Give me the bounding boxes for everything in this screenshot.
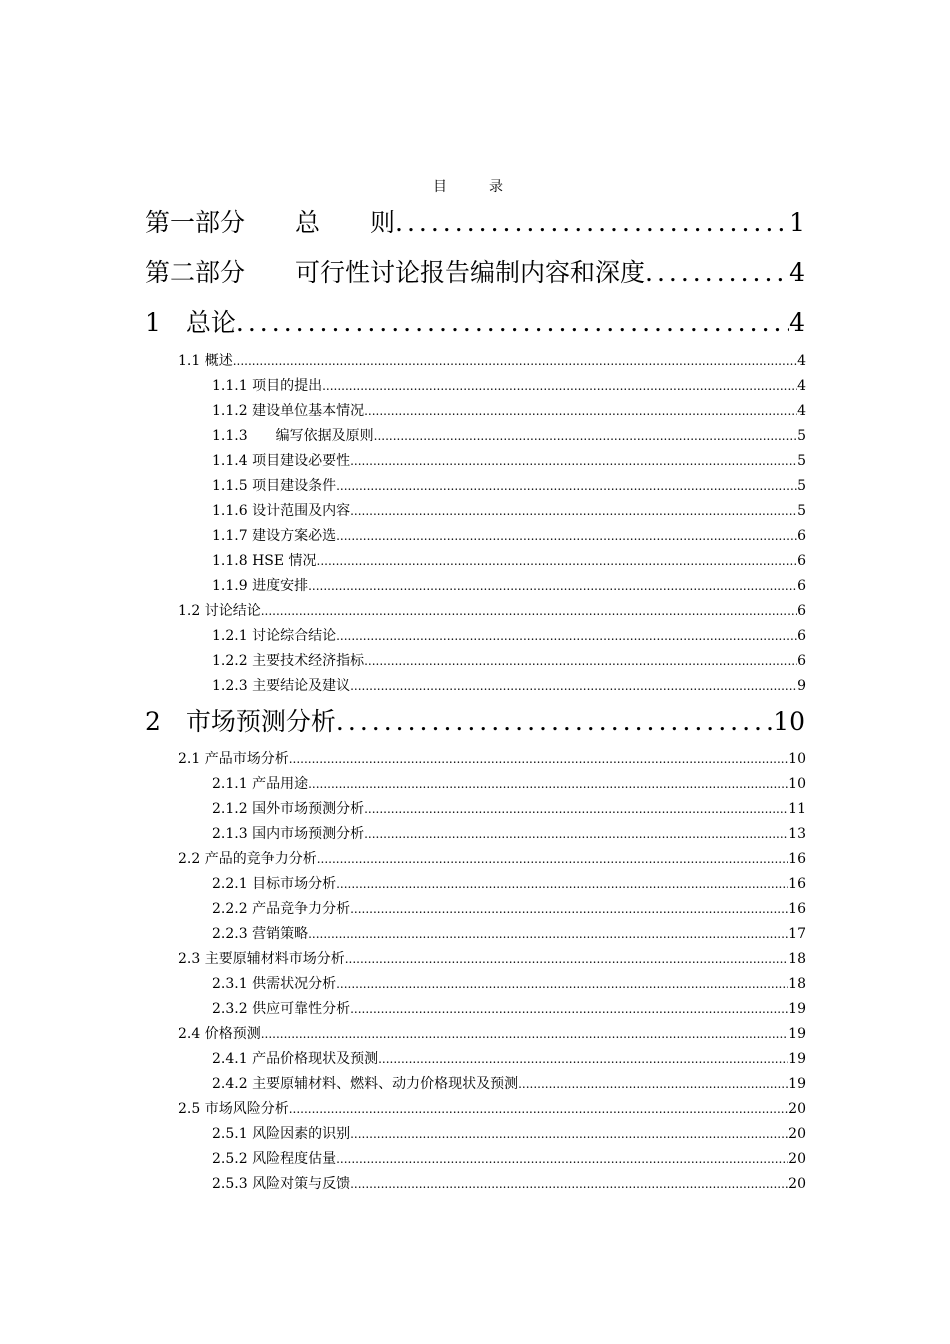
toc-entry-label: 2.4.1 产品价格现状及预测 bbox=[212, 1051, 379, 1067]
toc-entry-label: 2.3.1 供需状况分析 bbox=[212, 976, 337, 992]
toc-dot-leader bbox=[336, 625, 797, 647]
toc-dot-leader bbox=[350, 500, 797, 522]
toc-entry[interactable] bbox=[178, 600, 806, 622]
toc-entry[interactable] bbox=[212, 1148, 806, 1170]
toc-entry[interactable] bbox=[178, 1098, 806, 1120]
toc-page-number: 18 bbox=[788, 951, 806, 967]
toc-entry-label: 第二部分 可行性讨论报告编制内容和深度 bbox=[145, 258, 646, 287]
toc-entry[interactable] bbox=[212, 873, 806, 895]
toc-dot-leader bbox=[350, 898, 788, 920]
toc-page-number: 4 bbox=[797, 403, 806, 419]
toc-entry[interactable] bbox=[212, 475, 806, 497]
toc-entry[interactable] bbox=[212, 1073, 806, 1095]
toc-entry[interactable] bbox=[212, 625, 806, 647]
toc-entry[interactable] bbox=[212, 1048, 806, 1070]
toc-entry-label: 2.2 产品的竞争力分析 bbox=[178, 851, 317, 867]
toc-entry-label: 2 市场预测分析 bbox=[145, 707, 336, 736]
toc-page-number: 19 bbox=[788, 1026, 806, 1042]
toc-dot-leader bbox=[364, 400, 797, 422]
toc-entry[interactable] bbox=[212, 773, 806, 795]
toc-entry[interactable] bbox=[178, 350, 806, 372]
toc-dot-leader bbox=[336, 525, 797, 547]
toc-entry-label: 1.1.4 项目建设必要性 bbox=[212, 453, 351, 469]
toc-page-number: 5 bbox=[797, 503, 806, 519]
toc-page-number: 4 bbox=[789, 308, 805, 337]
toc-page-number: 13 bbox=[788, 826, 806, 842]
toc-entry[interactable] bbox=[212, 798, 806, 820]
toc-dot-leader bbox=[336, 973, 788, 995]
toc-entry-label: 2.2.1 目标市场分析 bbox=[212, 876, 337, 892]
toc-dot-leader bbox=[308, 923, 788, 945]
toc-entry[interactable] bbox=[178, 748, 806, 770]
toc-entry[interactable] bbox=[178, 848, 806, 870]
toc-entry[interactable] bbox=[212, 823, 806, 845]
toc-entry-label: 2.5.1 风险因素的识别 bbox=[212, 1126, 351, 1142]
toc-entry[interactable] bbox=[212, 575, 806, 597]
toc-entry[interactable] bbox=[178, 948, 806, 970]
toc-entry[interactable] bbox=[212, 998, 806, 1020]
toc-entry-label: 2.5.2 风险程度估量 bbox=[212, 1151, 337, 1167]
toc-entry-label: 1.1.7 建设方案必选 bbox=[212, 528, 337, 544]
toc-dot-leader bbox=[350, 1123, 788, 1145]
toc-entry[interactable] bbox=[145, 702, 805, 742]
toc-dot-leader bbox=[261, 600, 797, 622]
toc-entry-label: 2.1 产品市场分析 bbox=[178, 751, 289, 767]
toc-dot-leader bbox=[336, 1148, 788, 1170]
toc-entry[interactable] bbox=[212, 973, 806, 995]
toc-entry-label: 2.1.1 产品用途 bbox=[212, 776, 309, 792]
toc-page-number: 18 bbox=[788, 976, 806, 992]
toc-page-number: 11 bbox=[788, 801, 806, 817]
toc-dot-leader bbox=[289, 1098, 788, 1120]
toc-entry-label: 2.2.2 产品竞争力分析 bbox=[212, 901, 351, 917]
toc-dot-leader bbox=[350, 1173, 788, 1195]
toc-dot-leader bbox=[645, 253, 789, 293]
toc-entry[interactable] bbox=[212, 550, 806, 572]
toc-page-number: 6 bbox=[797, 653, 806, 669]
toc-page-number: 16 bbox=[788, 876, 806, 892]
toc-entry[interactable] bbox=[212, 400, 806, 422]
toc-page-number: 16 bbox=[788, 901, 806, 917]
toc-entry-label: 2.1.2 国外市场预测分析 bbox=[212, 801, 365, 817]
toc-dot-leader bbox=[261, 1023, 788, 1045]
toc-entry-label: 1.2.3 主要结论及建议 bbox=[212, 678, 351, 694]
toc-dot-leader bbox=[518, 1073, 788, 1095]
toc-dot-leader bbox=[322, 375, 797, 397]
toc-dot-leader bbox=[364, 823, 788, 845]
toc-entry-label: 2.2.3 营销策略 bbox=[212, 926, 309, 942]
toc-entry[interactable] bbox=[212, 1123, 806, 1145]
toc-page-number: 4 bbox=[797, 353, 806, 369]
toc-entry-label: 1.1 概述 bbox=[178, 353, 233, 369]
toc-dot-leader bbox=[233, 350, 797, 372]
toc-entry-label: 1.1.8 HSE 情况 bbox=[212, 553, 317, 569]
toc-entry[interactable] bbox=[212, 525, 806, 547]
toc-page-number: 16 bbox=[788, 851, 806, 867]
toc-page-number: 5 bbox=[797, 478, 806, 494]
toc-page-number: 20 bbox=[788, 1151, 806, 1167]
toc-page-number: 6 bbox=[797, 628, 806, 644]
toc-entry-label: 1.2 讨论结论 bbox=[178, 603, 261, 619]
toc-entry[interactable] bbox=[145, 303, 805, 343]
toc-page-number: 4 bbox=[797, 378, 806, 394]
toc-entry[interactable] bbox=[212, 675, 806, 697]
toc-page-number: 20 bbox=[788, 1126, 806, 1142]
toc-entry-label: 2.5.3 风险对策与反馈 bbox=[212, 1176, 351, 1192]
toc-entry-label: 2.3 主要原辅材料市场分析 bbox=[178, 951, 345, 967]
toc-page-number: 6 bbox=[797, 578, 806, 594]
toc-page-number: 10 bbox=[788, 751, 806, 767]
toc-dot-leader bbox=[374, 425, 797, 447]
toc-entry-label: 1 总论 bbox=[145, 308, 236, 337]
toc-entry[interactable] bbox=[212, 500, 806, 522]
toc-dot-leader bbox=[350, 450, 797, 472]
toc-dot-leader bbox=[364, 650, 797, 672]
toc-dot-leader bbox=[350, 998, 788, 1020]
toc-dot-leader bbox=[308, 773, 788, 795]
toc-dot-leader bbox=[289, 748, 788, 770]
toc-page-number: 10 bbox=[788, 776, 806, 792]
toc-entry-label: 第一部分 总 则 bbox=[145, 208, 396, 237]
toc-entry-label: 2.4.2 主要原辅材料、燃料、动力价格现状及预测 bbox=[212, 1076, 519, 1092]
toc-page-number: 20 bbox=[788, 1101, 806, 1117]
toc-entry-label: 2.5 市场风险分析 bbox=[178, 1101, 289, 1117]
toc-entry[interactable] bbox=[212, 375, 806, 397]
toc-dot-leader bbox=[317, 848, 788, 870]
toc-entry[interactable] bbox=[212, 650, 806, 672]
toc-entry-label: 1.1.5 项目建设条件 bbox=[212, 478, 337, 494]
toc-entry-label: 1.1.2 建设单位基本情况 bbox=[212, 403, 365, 419]
toc-dot-leader bbox=[395, 203, 789, 243]
toc-page-number: 4 bbox=[789, 258, 805, 287]
toc-dot-leader bbox=[236, 303, 789, 343]
toc-page-number: 10 bbox=[773, 707, 805, 736]
toc-page-number: 6 bbox=[797, 603, 806, 619]
toc-page-number: 6 bbox=[797, 528, 806, 544]
toc-page-number: 9 bbox=[797, 678, 806, 694]
toc-entry[interactable] bbox=[212, 425, 806, 447]
toc-dot-leader bbox=[336, 702, 773, 742]
toc-dot-leader bbox=[378, 1048, 788, 1070]
toc-entry-label: 1.1.9 进度安排 bbox=[212, 578, 309, 594]
toc-dot-leader bbox=[364, 798, 788, 820]
toc-entry-label: 1.2.1 讨论综合结论 bbox=[212, 628, 337, 644]
toc-entry-label: 2.1.3 国内市场预测分析 bbox=[212, 826, 365, 842]
toc-entry[interactable] bbox=[212, 898, 806, 920]
toc-page-number: 5 bbox=[797, 428, 806, 444]
toc-entry[interactable] bbox=[212, 450, 806, 472]
toc-page-number: 6 bbox=[797, 553, 806, 569]
toc-entry[interactable] bbox=[145, 253, 805, 293]
toc-dot-leader bbox=[345, 948, 788, 970]
toc-page-number: 5 bbox=[797, 453, 806, 469]
toc-dot-leader bbox=[336, 873, 788, 895]
toc-entry-label: 1.2.2 主要技术经济指标 bbox=[212, 653, 365, 669]
toc-title: 目 录 bbox=[433, 179, 517, 195]
toc-dot-leader bbox=[308, 575, 797, 597]
toc-entry-label: 2.4 价格预测 bbox=[178, 1026, 261, 1042]
toc-entry[interactable] bbox=[178, 1023, 806, 1045]
toc-entry-label: 1.1.3 编写依据及原则 bbox=[212, 428, 374, 444]
toc-entry[interactable] bbox=[212, 1173, 806, 1195]
toc-entry[interactable] bbox=[145, 203, 805, 243]
toc-page-number: 1 bbox=[789, 208, 805, 237]
toc-page-number: 19 bbox=[788, 1076, 806, 1092]
toc-page-number: 17 bbox=[788, 926, 806, 942]
toc-entry-label: 1.1.6 设计范围及内容 bbox=[212, 503, 351, 519]
toc-dot-leader bbox=[350, 675, 797, 697]
toc-page-number: 19 bbox=[788, 1051, 806, 1067]
toc-dot-leader bbox=[336, 475, 797, 497]
toc-entry-label: 1.1.1 项目的提出 bbox=[212, 378, 323, 394]
toc-entry[interactable] bbox=[212, 923, 806, 945]
toc-dot-leader bbox=[317, 550, 798, 572]
toc-page-number: 19 bbox=[788, 1001, 806, 1017]
toc-entry-label: 2.3.2 供应可靠性分析 bbox=[212, 1001, 351, 1017]
toc-page-number: 20 bbox=[788, 1176, 806, 1192]
